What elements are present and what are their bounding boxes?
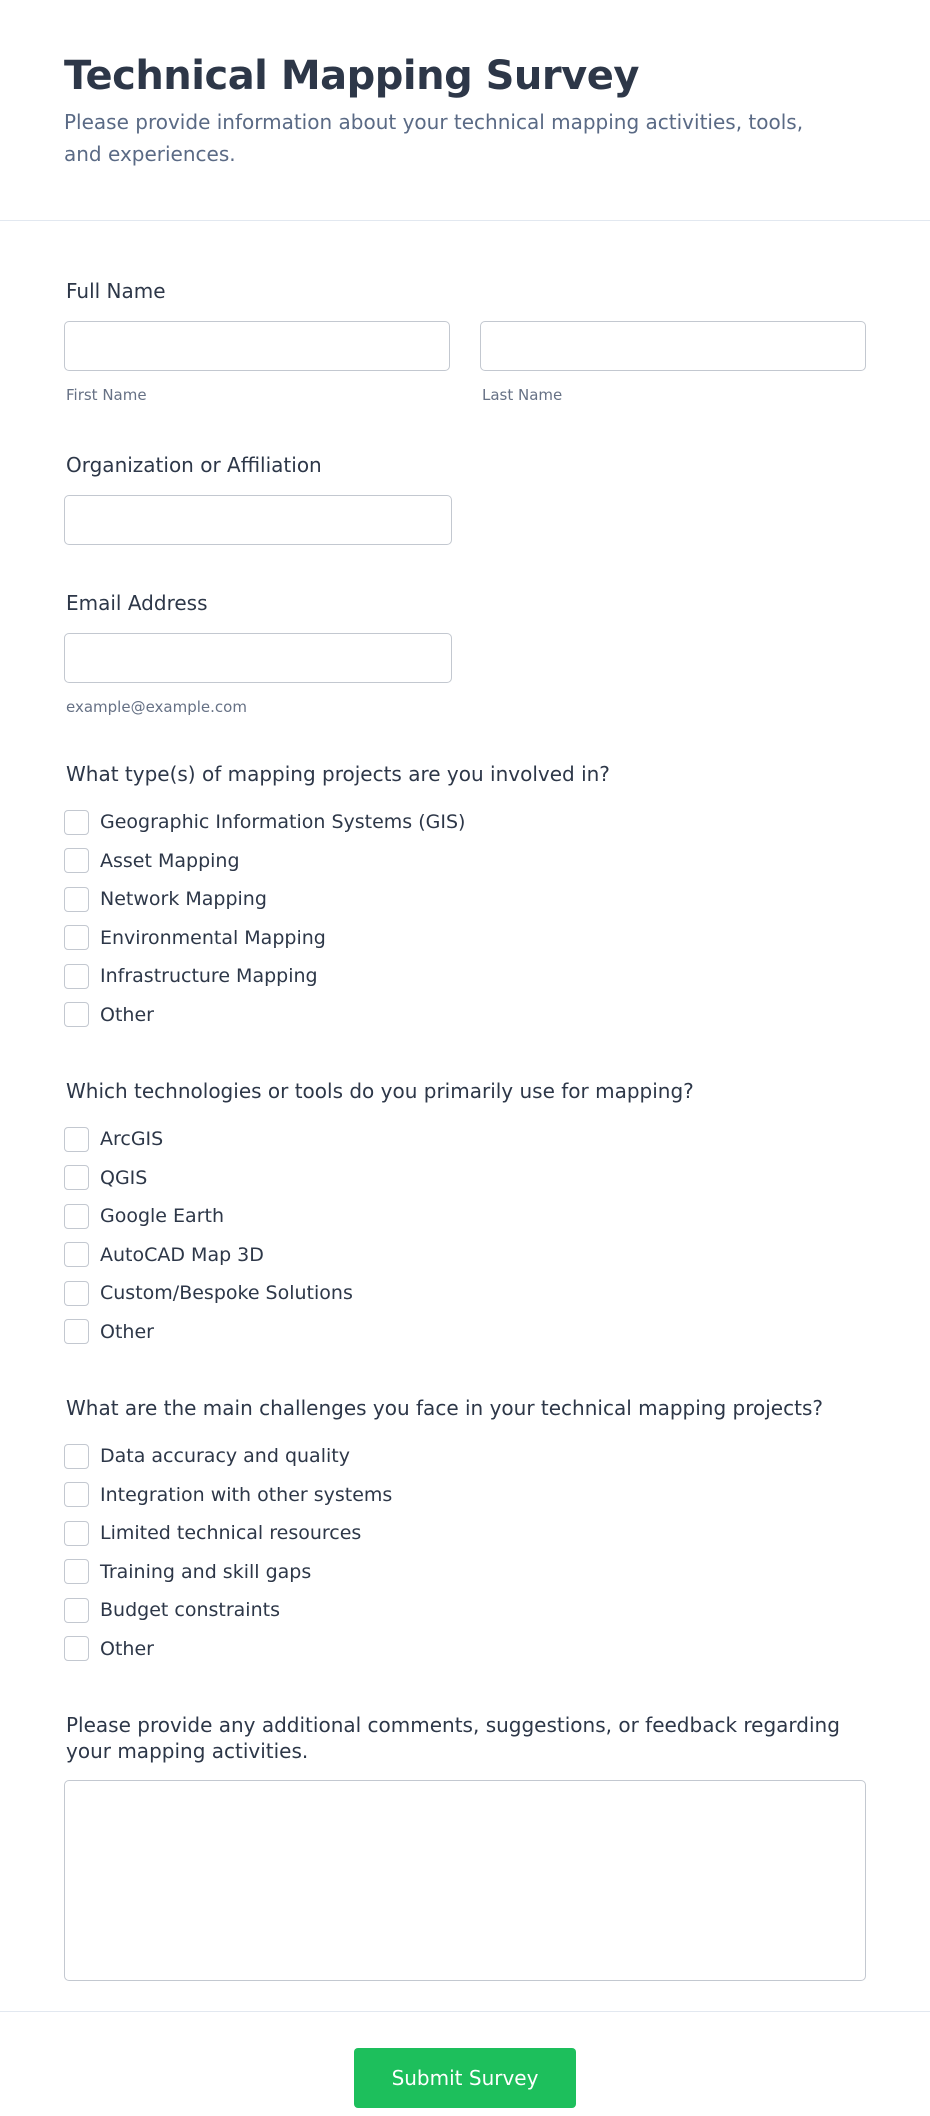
checkbox-option[interactable] (64, 1630, 866, 1669)
checkbox-label: Asset Mapping (100, 849, 240, 872)
email-field (64, 589, 866, 717)
checkbox-label: Infrastructure Mapping (100, 965, 318, 988)
organization-field (64, 451, 866, 545)
comments-textarea[interactable] (64, 1780, 866, 1981)
organization-input[interactable] (64, 495, 452, 545)
form-footer (0, 2011, 930, 2108)
submit-survey-button[interactable]: Submit Survey (354, 2048, 576, 2108)
checkbox[interactable] (64, 1281, 89, 1306)
checkbox-label: Integration with other systems (100, 1483, 393, 1506)
checkbox[interactable] (64, 964, 89, 989)
checkbox-option[interactable] (64, 1313, 866, 1352)
email-label: Email Address (66, 591, 208, 615)
checkbox-option[interactable] (64, 957, 866, 996)
full-name-field (64, 277, 866, 405)
last-name-sublabel: Last Name (482, 386, 563, 404)
checkbox-option[interactable] (64, 1476, 866, 1515)
checkbox-option[interactable] (64, 1591, 866, 1630)
email-sublabel: example@example.com (66, 698, 247, 716)
last-name-col (480, 321, 866, 405)
technologies-question: Which technologies or tools do you primarily use for mapping? (66, 1079, 694, 1103)
checkbox[interactable] (64, 1482, 89, 1507)
challenges-question: What are the main challenges you face in your technical mapping projects? (66, 1396, 823, 1420)
checkbox[interactable] (64, 925, 89, 950)
checkbox[interactable] (64, 1598, 89, 1623)
technologies-list (64, 1120, 866, 1351)
checkbox-option[interactable] (64, 803, 866, 842)
checkbox[interactable] (64, 810, 89, 835)
checkbox[interactable] (64, 1127, 89, 1152)
checkbox-option[interactable] (64, 1437, 866, 1476)
organization-label: Organization or Affiliation (66, 453, 322, 477)
checkbox-option[interactable] (64, 842, 866, 881)
first-name-input[interactable] (64, 321, 450, 371)
checkbox[interactable] (64, 1319, 89, 1344)
checkbox-label: Network Mapping (100, 888, 267, 911)
first-name-sublabel: First Name (66, 386, 147, 404)
challenges-section (64, 1395, 866, 1668)
checkbox-option[interactable] (64, 996, 866, 1035)
survey-form (0, 221, 930, 1981)
project-types-section (64, 761, 866, 1034)
checkbox[interactable] (64, 1165, 89, 1190)
checkbox-label: Other (100, 1003, 154, 1026)
checkbox-label: Data accuracy and quality (100, 1445, 350, 1468)
checkbox[interactable] (64, 1444, 89, 1469)
email-input[interactable] (64, 633, 452, 683)
checkbox[interactable] (64, 1242, 89, 1267)
checkbox-option[interactable] (64, 1274, 866, 1313)
checkbox-label: QGIS (100, 1166, 148, 1189)
checkbox-option[interactable] (64, 1197, 866, 1236)
checkbox-label: Custom/Bespoke Solutions (100, 1282, 353, 1305)
project-types-question: What type(s) of mapping projects are you involved in? (66, 762, 610, 786)
last-name-input[interactable] (480, 321, 866, 371)
first-name-col (64, 321, 450, 405)
checkbox-option[interactable] (64, 1514, 866, 1553)
checkbox-option[interactable] (64, 880, 866, 919)
checkbox-option[interactable] (64, 1553, 866, 1592)
checkbox-option[interactable] (64, 1120, 866, 1159)
checkbox-label: Environmental Mapping (100, 926, 326, 949)
checkbox-label: Budget constraints (100, 1599, 280, 1622)
checkbox-option[interactable] (64, 1159, 866, 1198)
checkbox[interactable] (64, 887, 89, 912)
page-title: Technical Mapping Survey (64, 53, 639, 99)
checkbox-option[interactable] (64, 919, 866, 958)
checkbox-label: Training and skill gaps (100, 1560, 312, 1583)
checkbox[interactable] (64, 1521, 89, 1546)
page-subtitle: Please provide information about your technical mapping activities, tools, and experiences. (64, 110, 804, 166)
checkbox[interactable] (64, 848, 89, 873)
checkbox-label: Other (100, 1637, 154, 1660)
checkbox[interactable] (64, 1636, 89, 1661)
checkbox-label: Limited technical resources (100, 1522, 362, 1545)
checkbox-label: Geographic Information Systems (GIS) (100, 811, 466, 834)
checkbox-label: ArcGIS (100, 1128, 164, 1151)
checkbox[interactable] (64, 1002, 89, 1027)
checkbox-label: AutoCAD Map 3D (100, 1243, 264, 1266)
technologies-section (64, 1078, 866, 1351)
challenges-list (64, 1437, 866, 1668)
full-name-label: Full Name (66, 279, 166, 303)
name-row (64, 321, 866, 405)
checkbox[interactable] (64, 1559, 89, 1584)
checkbox[interactable] (64, 1204, 89, 1229)
checkbox-label: Other (100, 1320, 154, 1343)
checkbox-label: Google Earth (100, 1205, 224, 1228)
comments-question: Please provide any additional comments, suggestions, or feedback regarding your mapping activities. (66, 1713, 840, 1763)
form-header (0, 0, 930, 221)
comments-section (64, 1712, 866, 1981)
checkbox-option[interactable] (64, 1236, 866, 1275)
project-types-list (64, 803, 866, 1034)
